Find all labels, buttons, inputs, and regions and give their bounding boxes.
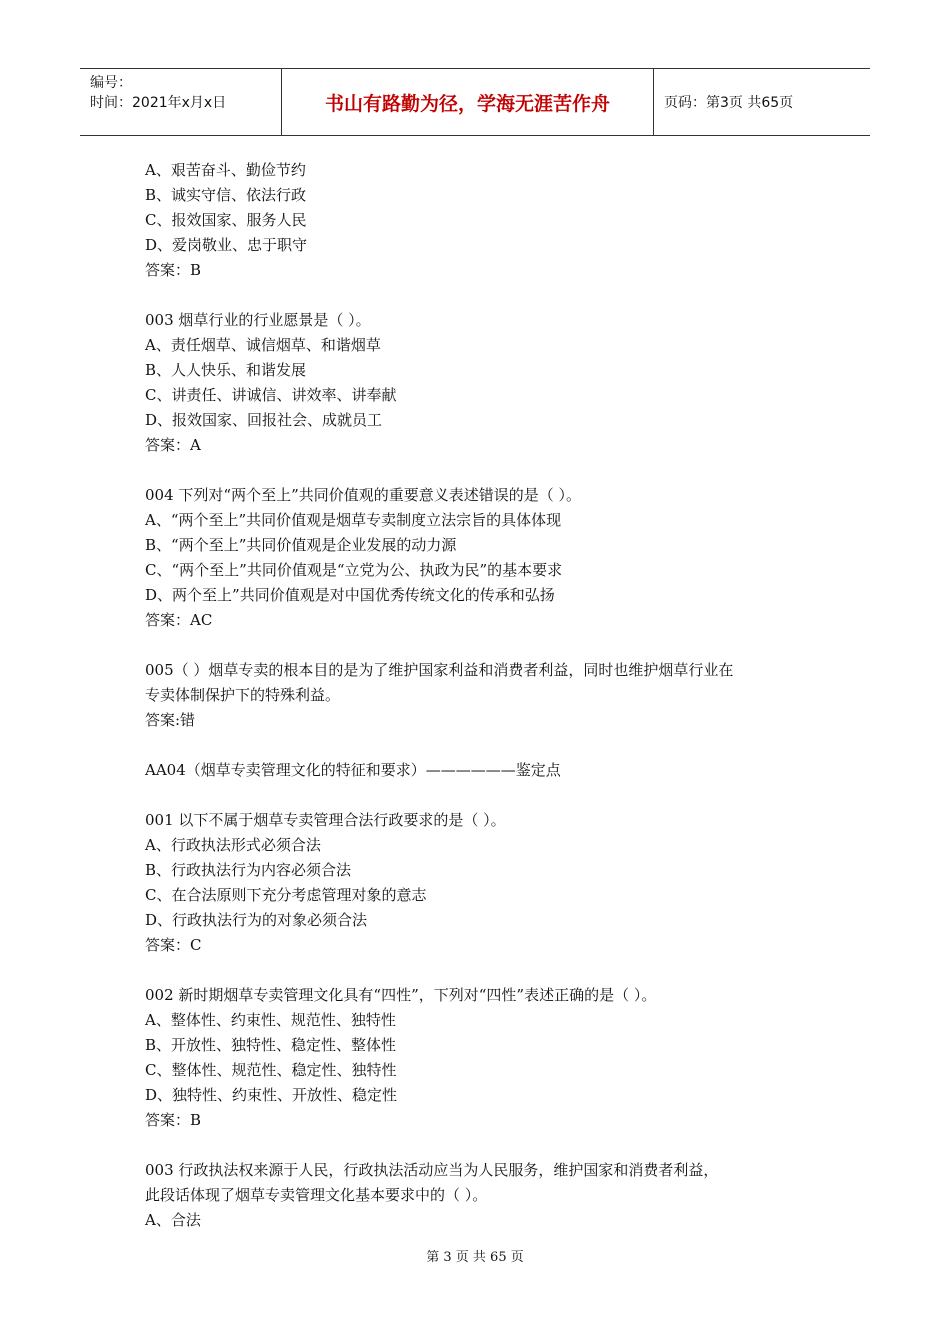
date-label: 时间：2021年x月x日 (90, 95, 227, 111)
text-line: A、整体性、约束性、规范性、独特性 (145, 1011, 396, 1029)
blank-line (145, 733, 825, 758)
text-line: A、行政执法形式必须合法 (145, 836, 321, 854)
blank-line (145, 633, 825, 658)
text-line: 此段话体现了烟草专卖管理文化基本要求中的（ ）。 (145, 1186, 488, 1204)
header-motto: 书山有路勤为径，学海无涯苦作舟 (282, 69, 654, 135)
text-line: 答案：B (145, 261, 202, 279)
text-line: 003 烟草行业的行业愿景是（ ）。 (145, 311, 371, 329)
text-line: C、在合法原则下充分考虑管理对象的意志 (145, 886, 427, 904)
text-line: C、报效国家、服务人民 (145, 211, 307, 229)
text-line: 答案：C (145, 936, 202, 954)
text-line: C、“两个至上”共同价值观是“立党为公、执政为民”的基本要求 (145, 561, 563, 579)
blank-line (145, 283, 825, 308)
header-meta (80, 69, 282, 135)
text-line: 答案：AC (145, 611, 213, 629)
blank-line (145, 458, 825, 483)
text-line: D、两个至上”共同价值观是对中国优秀传统文化的传承和弘扬 (145, 586, 555, 604)
text-line: B、人人快乐、和谐发展 (145, 361, 307, 379)
page-header (80, 68, 870, 136)
text-line: 005（ ）烟草专卖的根本目的是为了维护国家利益和消费者利益，同时也维护烟草行业在 (145, 661, 734, 679)
text-line: 专卖体制保护下的特殊利益。 (145, 686, 341, 704)
text-line: B、开放性、独特性、稳定性、整体性 (145, 1036, 397, 1054)
blank-line (145, 1133, 825, 1158)
text-line: C、讲责任、讲诚信、讲效率、讲奉献 (145, 386, 397, 404)
text-line: B、诚实守信、依法行政 (145, 186, 307, 204)
text-line: D、行政执法行为的对象必须合法 (145, 911, 368, 929)
text-line: 答案：B (145, 1111, 202, 1129)
document-body (145, 158, 825, 1233)
text-line: 答案:错 (145, 711, 196, 729)
text-line: A、“两个至上”共同价值观是烟草专卖制度立法宗旨的具体体现 (145, 511, 562, 529)
text-line: A、责任烟草、诚信烟草、和谐烟草 (145, 336, 381, 354)
text-line: 001 以下不属于烟草专卖管理合法行政要求的是（ ）。 (145, 811, 506, 829)
text-line: D、报效国家、回报社会、成就员工 (145, 411, 383, 429)
blank-line (145, 783, 825, 808)
text-line: 答案：A (145, 436, 201, 454)
text-line: 002 新时期烟草专卖管理文化具有“四性”，下列对“四性”表述正确的是（ ）。 (145, 986, 657, 1004)
text-line: B、行政执法行为内容必须合法 (145, 861, 352, 879)
text-line: A、合法 (145, 1211, 201, 1229)
header-page-info: 页码：第3页 共65页 (664, 95, 794, 111)
text-line: B、“两个至上”共同价值观是企业发展的动力源 (145, 536, 457, 554)
blank-line (145, 958, 825, 983)
text-line: D、独特性、约束性、开放性、稳定性 (145, 1086, 398, 1104)
text-line: C、整体性、规范性、稳定性、独特性 (145, 1061, 397, 1079)
text-line: AA04（烟草专卖管理文化的特征和要求）——————鉴定点 (145, 761, 561, 779)
page-footer: 第 3 页 共 65 页 (426, 1250, 524, 1265)
text-line: D、爱岗敬业、忠于职守 (145, 236, 308, 254)
text-line: 004 下列对“两个至上”共同价值观的重要意义表述错误的是（ ）。 (145, 486, 582, 504)
text-line: 003 行政执法权来源于人民，行政执法活动应当为人民服务，维护国家和消费者利益， (145, 1161, 719, 1179)
text-line: A、艰苦奋斗、勤俭节约 (145, 161, 306, 179)
code-label: 编号： (90, 75, 132, 91)
